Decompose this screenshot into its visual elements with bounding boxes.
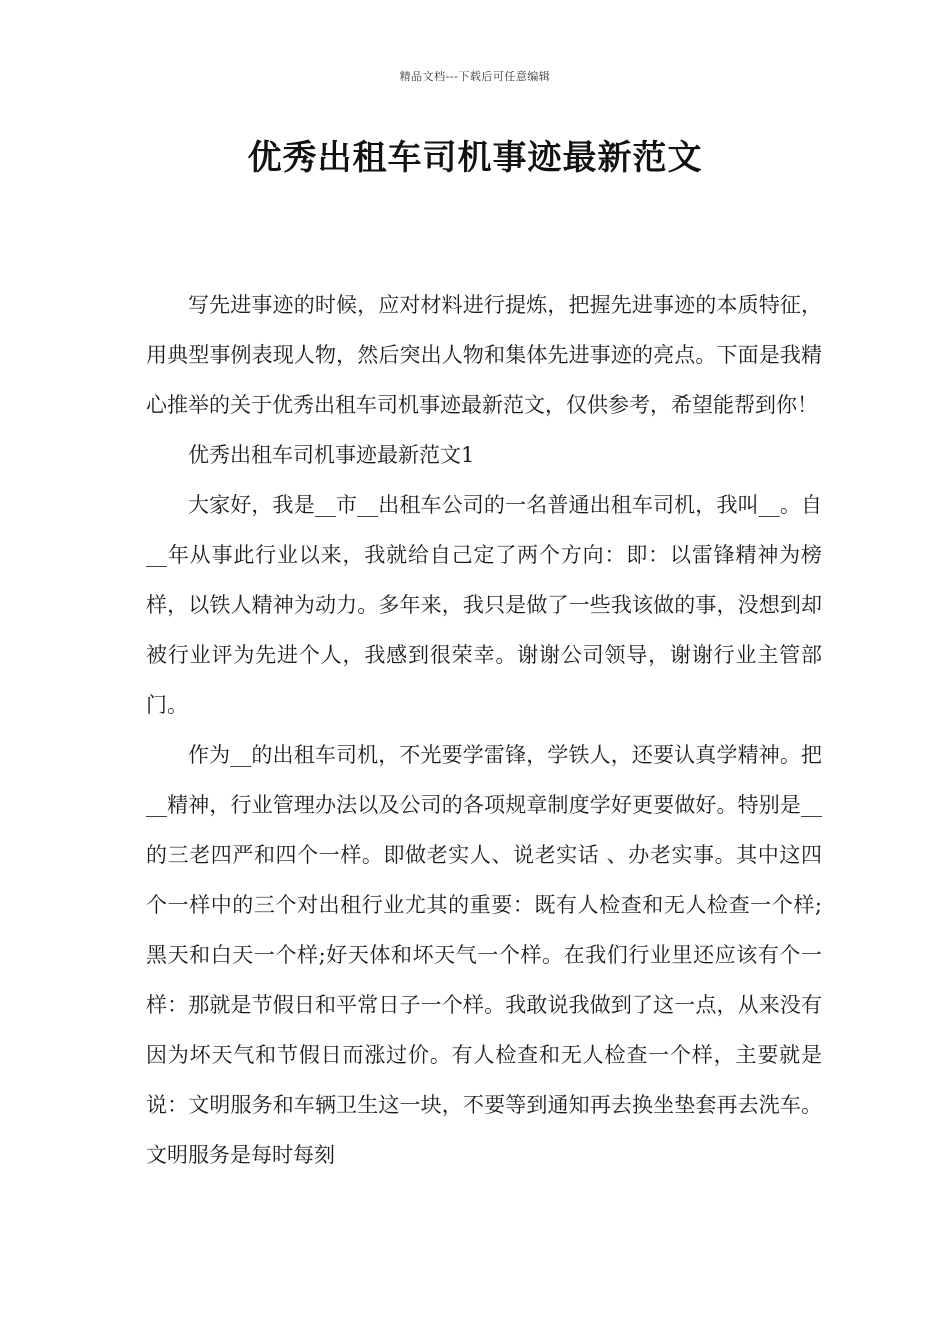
paragraph-self-introduction: 大家好，我是__市__出租车公司的一名普通出租车司机，我叫__。自__年从事此行业以来，我就给自己定了两个方向：即：以雷锋精神为榜样，以铁人精神为动力。多年来，我只是做了一些我该做的事，没想到却被行业评为先进个人，我感到很荣幸。谢谢公司领导，谢谢行业主管部门。 xyxy=(146,493,822,717)
header-note: 精品文档---下载后可任意编辑 xyxy=(399,70,551,83)
section-heading: 优秀出租车司机事迹最新范文1 xyxy=(188,443,475,467)
document-body xyxy=(146,280,822,1180)
paragraph-spirit: 作为__的出租车司机，不光要学雷锋，学铁人，还要认真学精神。把__精神，行业管理办法以及公司的各项规章制度学好更要做好。特别是__的三老四严和四个一样。即做老实人、说老实话 、办老实事。其中这四个一样中的三个对出租行业尤其的重要：既有人检查和无人检查一个样;黑天和白天一个样;好天体和坏天气一个样。在我们行业里还应该有个一样：那就是节假日和平常日子一个样。我敢说我做到了这一点，从来没有因为坏天气和节假日而涨过价。有人检查和无人检查一个样，主要就是说：文明服务和车辆卫生这一块，不要等到通知再去换坐垫套再去洗车。文明服务是每时每刻 xyxy=(146,743,822,1167)
paragraph-intro: 写先进事迹的时候，应对材料进行提炼，把握先进事迹的本质特征，用典型事例表现人物，然后突出人物和集体先进事迹的亮点。下面是我精心推举的关于优秀出租车司机事迹最新范文，仅供参考，希望能帮到你！ xyxy=(146,293,822,417)
document-title: 优秀出租车司机事迹最新范文 xyxy=(247,138,703,178)
